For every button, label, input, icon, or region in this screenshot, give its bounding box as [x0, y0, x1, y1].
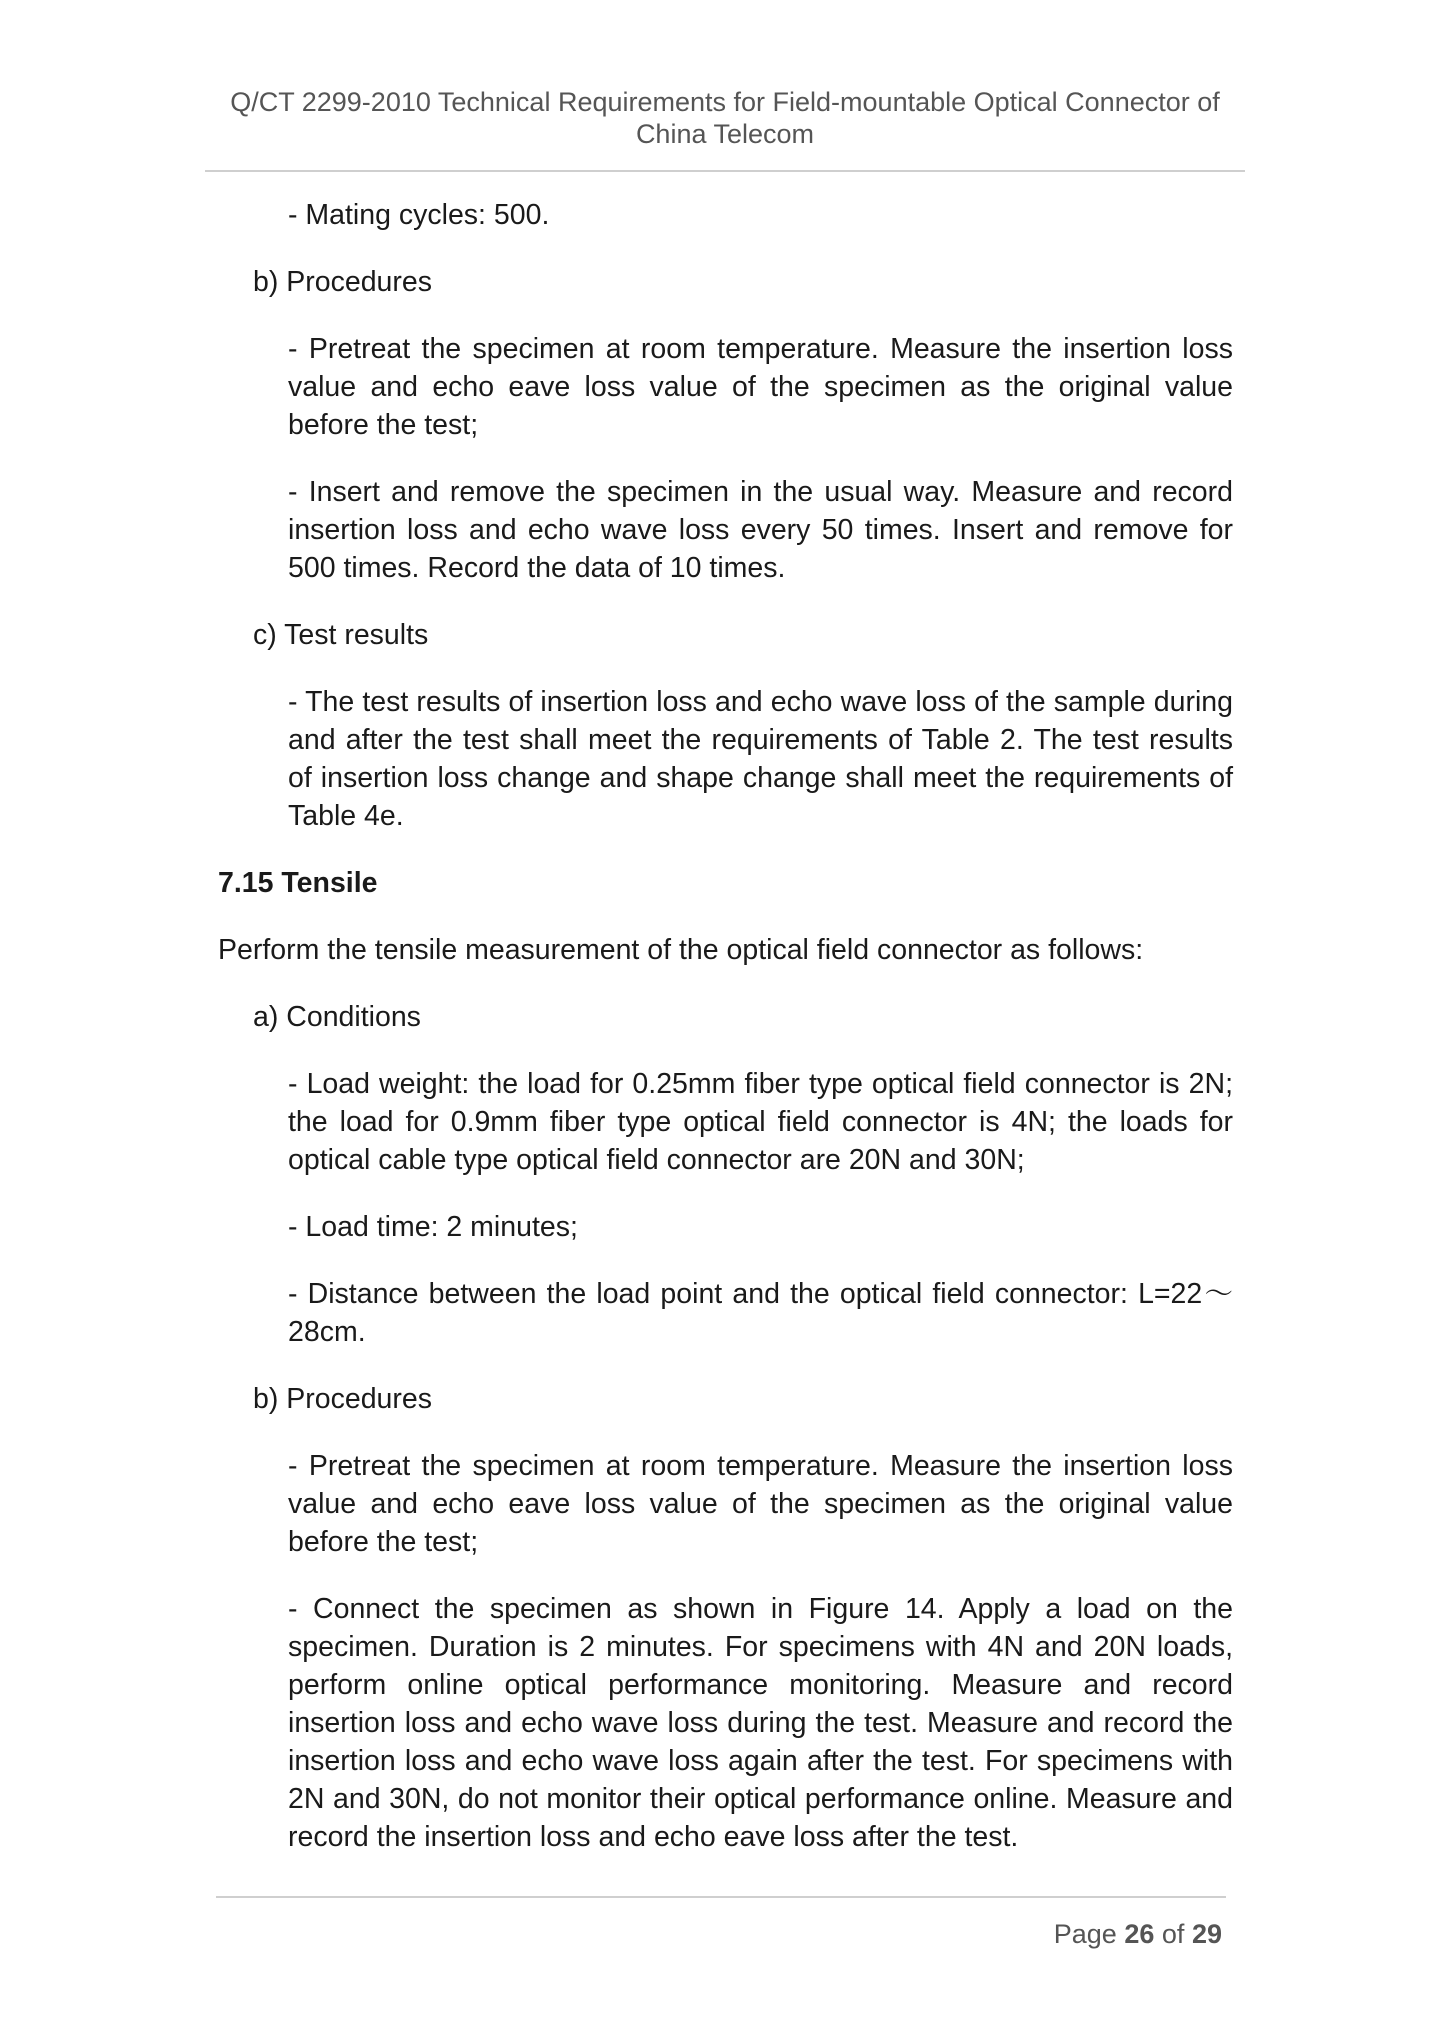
- page-header: [205, 86, 1245, 150]
- paragraph-insert-remove: - Insert and remove the specimen in the usual way. Measure and record insertion loss and echo wave loss every 50 times. Insert and remove for 500 times. Record the data of 10 times.: [288, 476, 1233, 584]
- header-title-line1: Q/CT 2299-2010 Technical Requirements for Field-mountable Optical Connector of: [230, 87, 1220, 117]
- page-label: Page: [1053, 1919, 1117, 1949]
- paragraph-load-time: - Load time: 2 minutes;: [288, 1211, 578, 1243]
- paragraph-intro: Perform the tensile measurement of the optical field connector as follows:: [218, 934, 1144, 966]
- footer-divider: [216, 1896, 1226, 1898]
- paragraph-test-results: - The test results of insertion loss and echo wave loss of the sample during and after the test shall meet the requirements of Table 2. The test results of insertion loss change and shape change shall meet the requirements of Table 4e.: [288, 686, 1233, 832]
- paragraph-connect: - Connect the specimen as shown in Figure 14. Apply a load on the specimen. Duration is 2 minutes. For specimens with 4N and 20N loads, perform online optical performance monitoring. Measure and record insertion loss and echo wave loss during the test. Measure and record the insertion loss and echo wave loss again after the test. For specimens with 2N and 30N, do not monitor their optical performance online. Measure and record the insertion loss and echo eave loss after the test.: [288, 1593, 1233, 1853]
- page-number: [1054, 1918, 1222, 1950]
- paragraph-pretreat: - Pretreat the specimen at room temperature. Measure the insertion loss value and echo eave loss value of the specimen as the original value before the test;: [288, 333, 1233, 441]
- section-title: 7.15 Tensile: [218, 867, 378, 899]
- list-item-test-results: c) Test results: [253, 619, 429, 651]
- paragraph-mating-cycles: - Mating cycles: 500.: [288, 199, 550, 231]
- paragraph-load-weight: - Load weight: the load for 0.25mm fiber type optical field connector is 2N; the load for 0.9mm fiber type optical field connector is 4N; the loads for optical cable type optical field connector are 20N and 30N;: [288, 1068, 1233, 1176]
- paragraph-pretreat-2: - Pretreat the specimen at room temperature. Measure the insertion loss value and echo eave loss value of the specimen as the original value before the test;: [288, 1450, 1233, 1558]
- of-label: of: [1161, 1919, 1185, 1949]
- list-item-procedures-2: b) Procedures: [253, 1383, 433, 1415]
- header-divider: [205, 170, 1245, 172]
- page-body: [218, 196, 1233, 1856]
- paragraph-distance: - Distance between the load point and the optical field connector: L=22～28cm.: [288, 1278, 1233, 1348]
- page-total: 29: [1191, 1919, 1222, 1949]
- page-current: 26: [1124, 1919, 1155, 1949]
- list-item-procedures: b) Procedures: [253, 266, 433, 298]
- header-title-line2: China Telecom: [635, 119, 815, 149]
- list-item-conditions: a) Conditions: [253, 1001, 421, 1033]
